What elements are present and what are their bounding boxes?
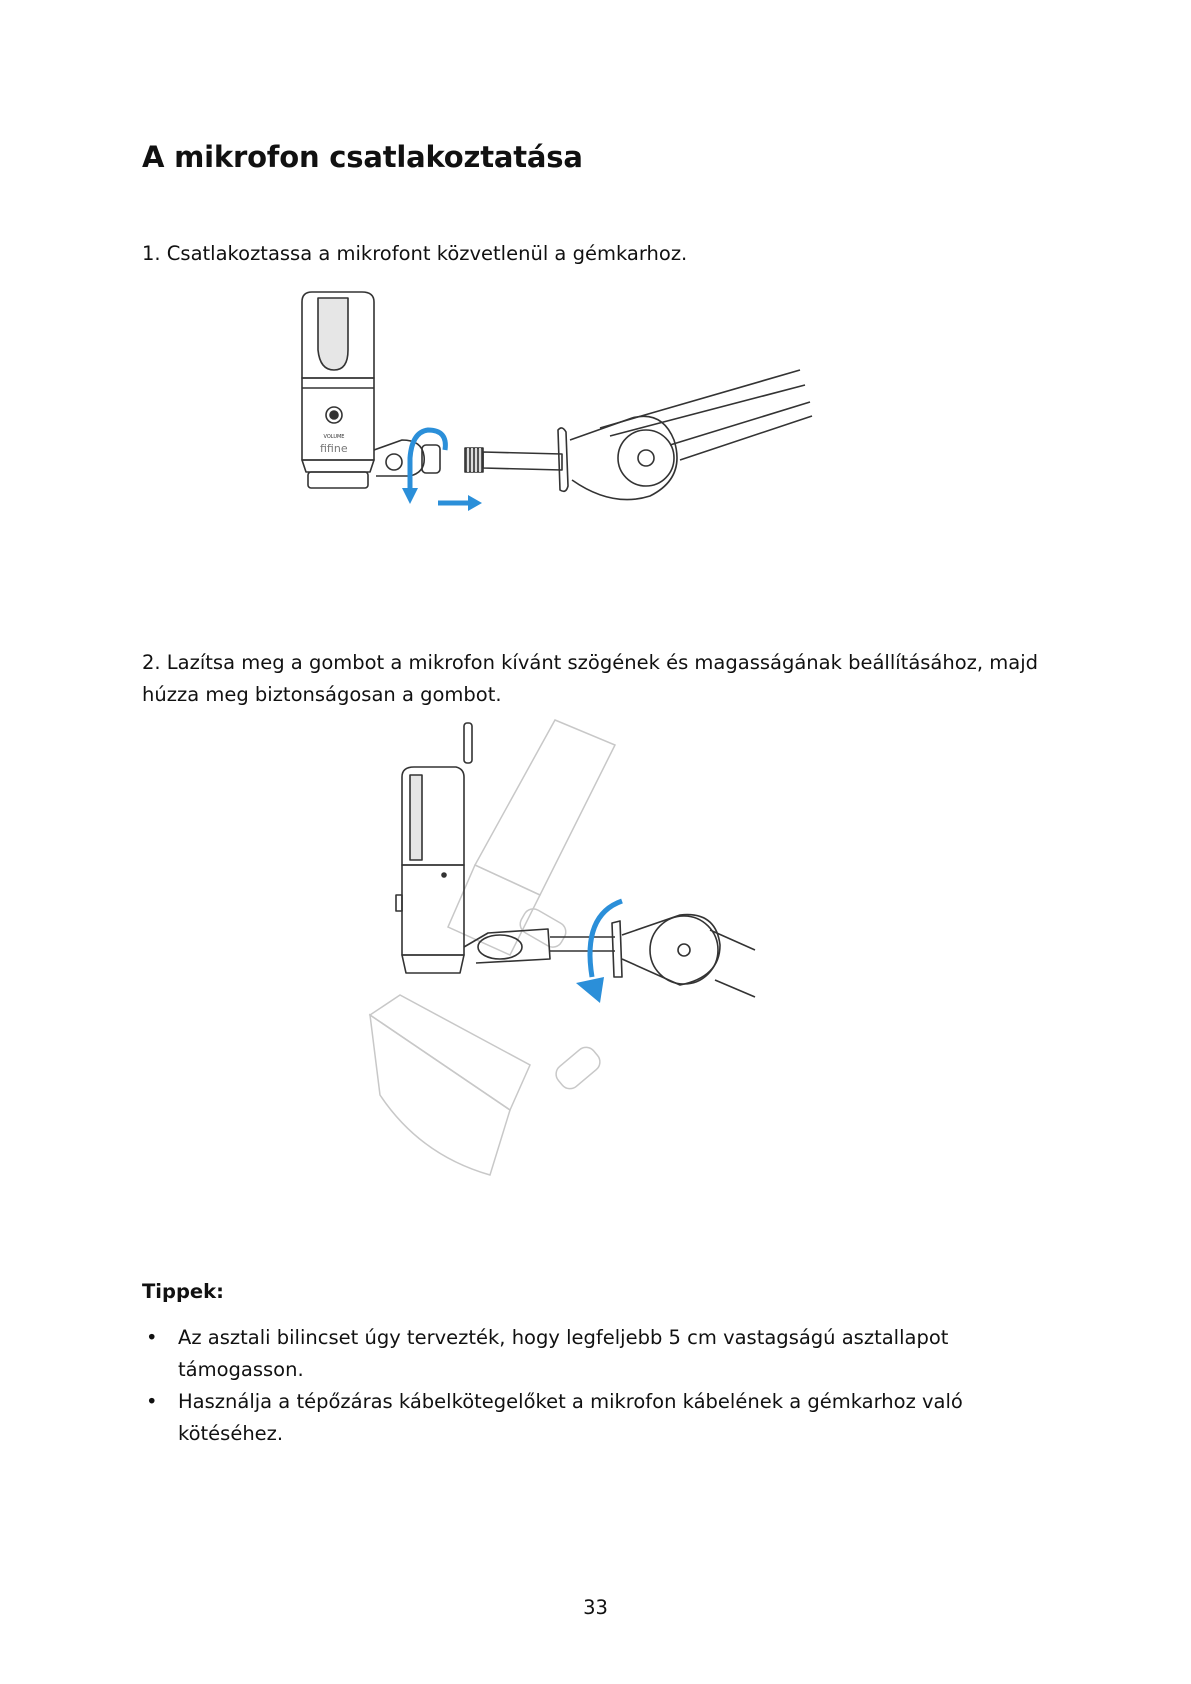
brand-logo-text: fifine: [320, 442, 348, 455]
mic-base: [302, 460, 374, 472]
rotate-arrowhead: [402, 488, 418, 504]
tips-title: Tippek:: [142, 1280, 224, 1303]
figure-adjust-angle: [360, 715, 830, 1215]
tip-text: Használja a tépőzáras kábelkötegelőket a mikrofon kábelének a gémkarhoz való kötéséhez.: [178, 1390, 963, 1445]
step-2-text: 2. Lazítsa meg a gombot a mikrofon kívánt szögének és magasságának beállításához, majd húzza meg biztonságosan a gombot.: [142, 651, 1039, 706]
main-elbow: [622, 915, 720, 985]
adjust-arrowhead: [576, 977, 604, 1003]
push-arrowhead: [468, 495, 482, 511]
bullet-icon: •: [146, 1390, 158, 1413]
screw-thread: [465, 448, 483, 472]
ghost-mic-upper: [448, 720, 615, 955]
page-number: 33: [583, 1596, 608, 1619]
mic-mount: [374, 440, 424, 476]
bullet-icon: •: [146, 1326, 158, 1349]
elbow-pivot: [618, 430, 674, 486]
main-mic-knob: [396, 895, 402, 911]
main-elbow-pivot: [650, 916, 718, 984]
tip-item: [142, 1386, 1012, 1450]
boom-elbow: [570, 416, 677, 499]
tips-list: [142, 1322, 1012, 1450]
knob-label-text: VOLUME: [323, 434, 345, 440]
ghost-mic-lower: [370, 995, 530, 1175]
arm-rail-upper: [600, 370, 800, 428]
adjust-arrow: [590, 901, 622, 977]
figure-connect-mic: [290, 290, 890, 550]
tip-item: [142, 1322, 1012, 1386]
ghost-mount-upper: [517, 905, 570, 951]
main-mic-base: [402, 955, 464, 973]
step-1-text: 1. Csatlakoztassa a mikrofont közvetlenül a gémkarhoz.: [142, 242, 688, 265]
page-title: A mikrofon csatlakoztatása: [142, 140, 583, 174]
ghost-mount-lower: [552, 1043, 604, 1092]
boom-rod: [483, 452, 562, 470]
main-clamp-lever: [612, 921, 622, 977]
mic-grille-highlight: [318, 298, 348, 370]
tip-text: Az asztali bilincset úgy tervezték, hogy legfeljebb 5 cm vastagságú asztallapot támogasson.: [178, 1326, 949, 1381]
clamp-lever: [558, 428, 568, 491]
